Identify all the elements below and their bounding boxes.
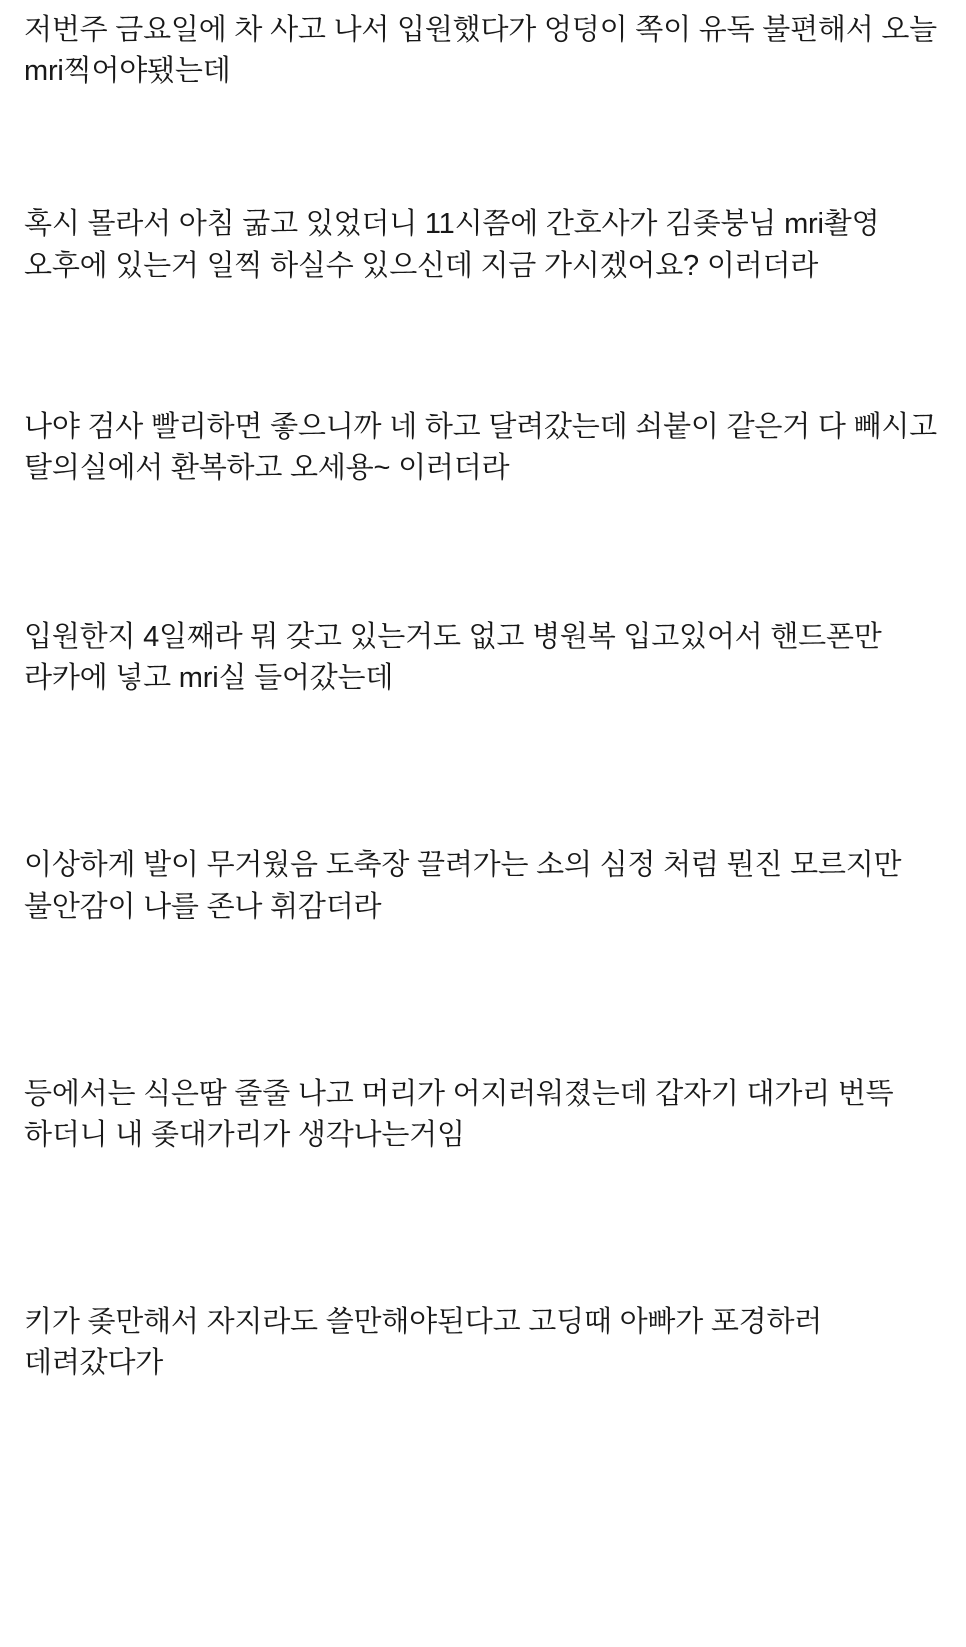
paragraph-1: 저번주 금요일에 차 사고 나서 입원했다가 엉덩이 쪽이 유독 불편해서 오늘 mri찍어야됐는데 [24, 14, 945, 88]
paragraph-4: 입원한지 4일째라 뭐 갖고 있는거도 없고 병원복 입고있어서 핸드폰만 라카에 넣고 mri실 들어갔는데 [24, 621, 890, 695]
paragraph-7: 키가 좆만해서 자지라도 쓸만해야된다고 고딩때 아빠가 포경하러 데려갔다가 [24, 1306, 830, 1380]
paragraph-3: 나야 검사 빨리하면 좋으니까 네 하고 달려갔는데 쇠붙이 같은거 다 빼시고 탈의실에서 환복하고 오세용~ 이러더라 [24, 410, 945, 484]
paragraph-spacer [24, 92, 942, 204]
paragraph-spacer [24, 699, 942, 845]
paragraph-6: 등에서는 식은땀 줄줄 나고 머리가 어지러워졌는데 갑자기 대가리 번뜩 하더니 내 좆대가리가 생각나는거임 [24, 1077, 902, 1151]
paragraph-spacer [24, 1156, 942, 1302]
paragraph-5: 이상하게 발이 무거웠음 도축장 끌려가는 소의 심정 처럼 뭔진 모르지만 불안감이 나를 존나 휘감더라 [24, 849, 910, 923]
paragraph-spacer [24, 287, 942, 407]
paragraph-2: 혹시 몰라서 아침 굶고 있었더니 11시쯤에 간호사가 김좆붕님 mri촬영 오후에 있는거 일찍 하실수 있으신데 지금 가시겠어요? 이러더라 [24, 208, 888, 282]
paragraph-spacer [24, 489, 942, 617]
paragraph-spacer [24, 928, 942, 1074]
